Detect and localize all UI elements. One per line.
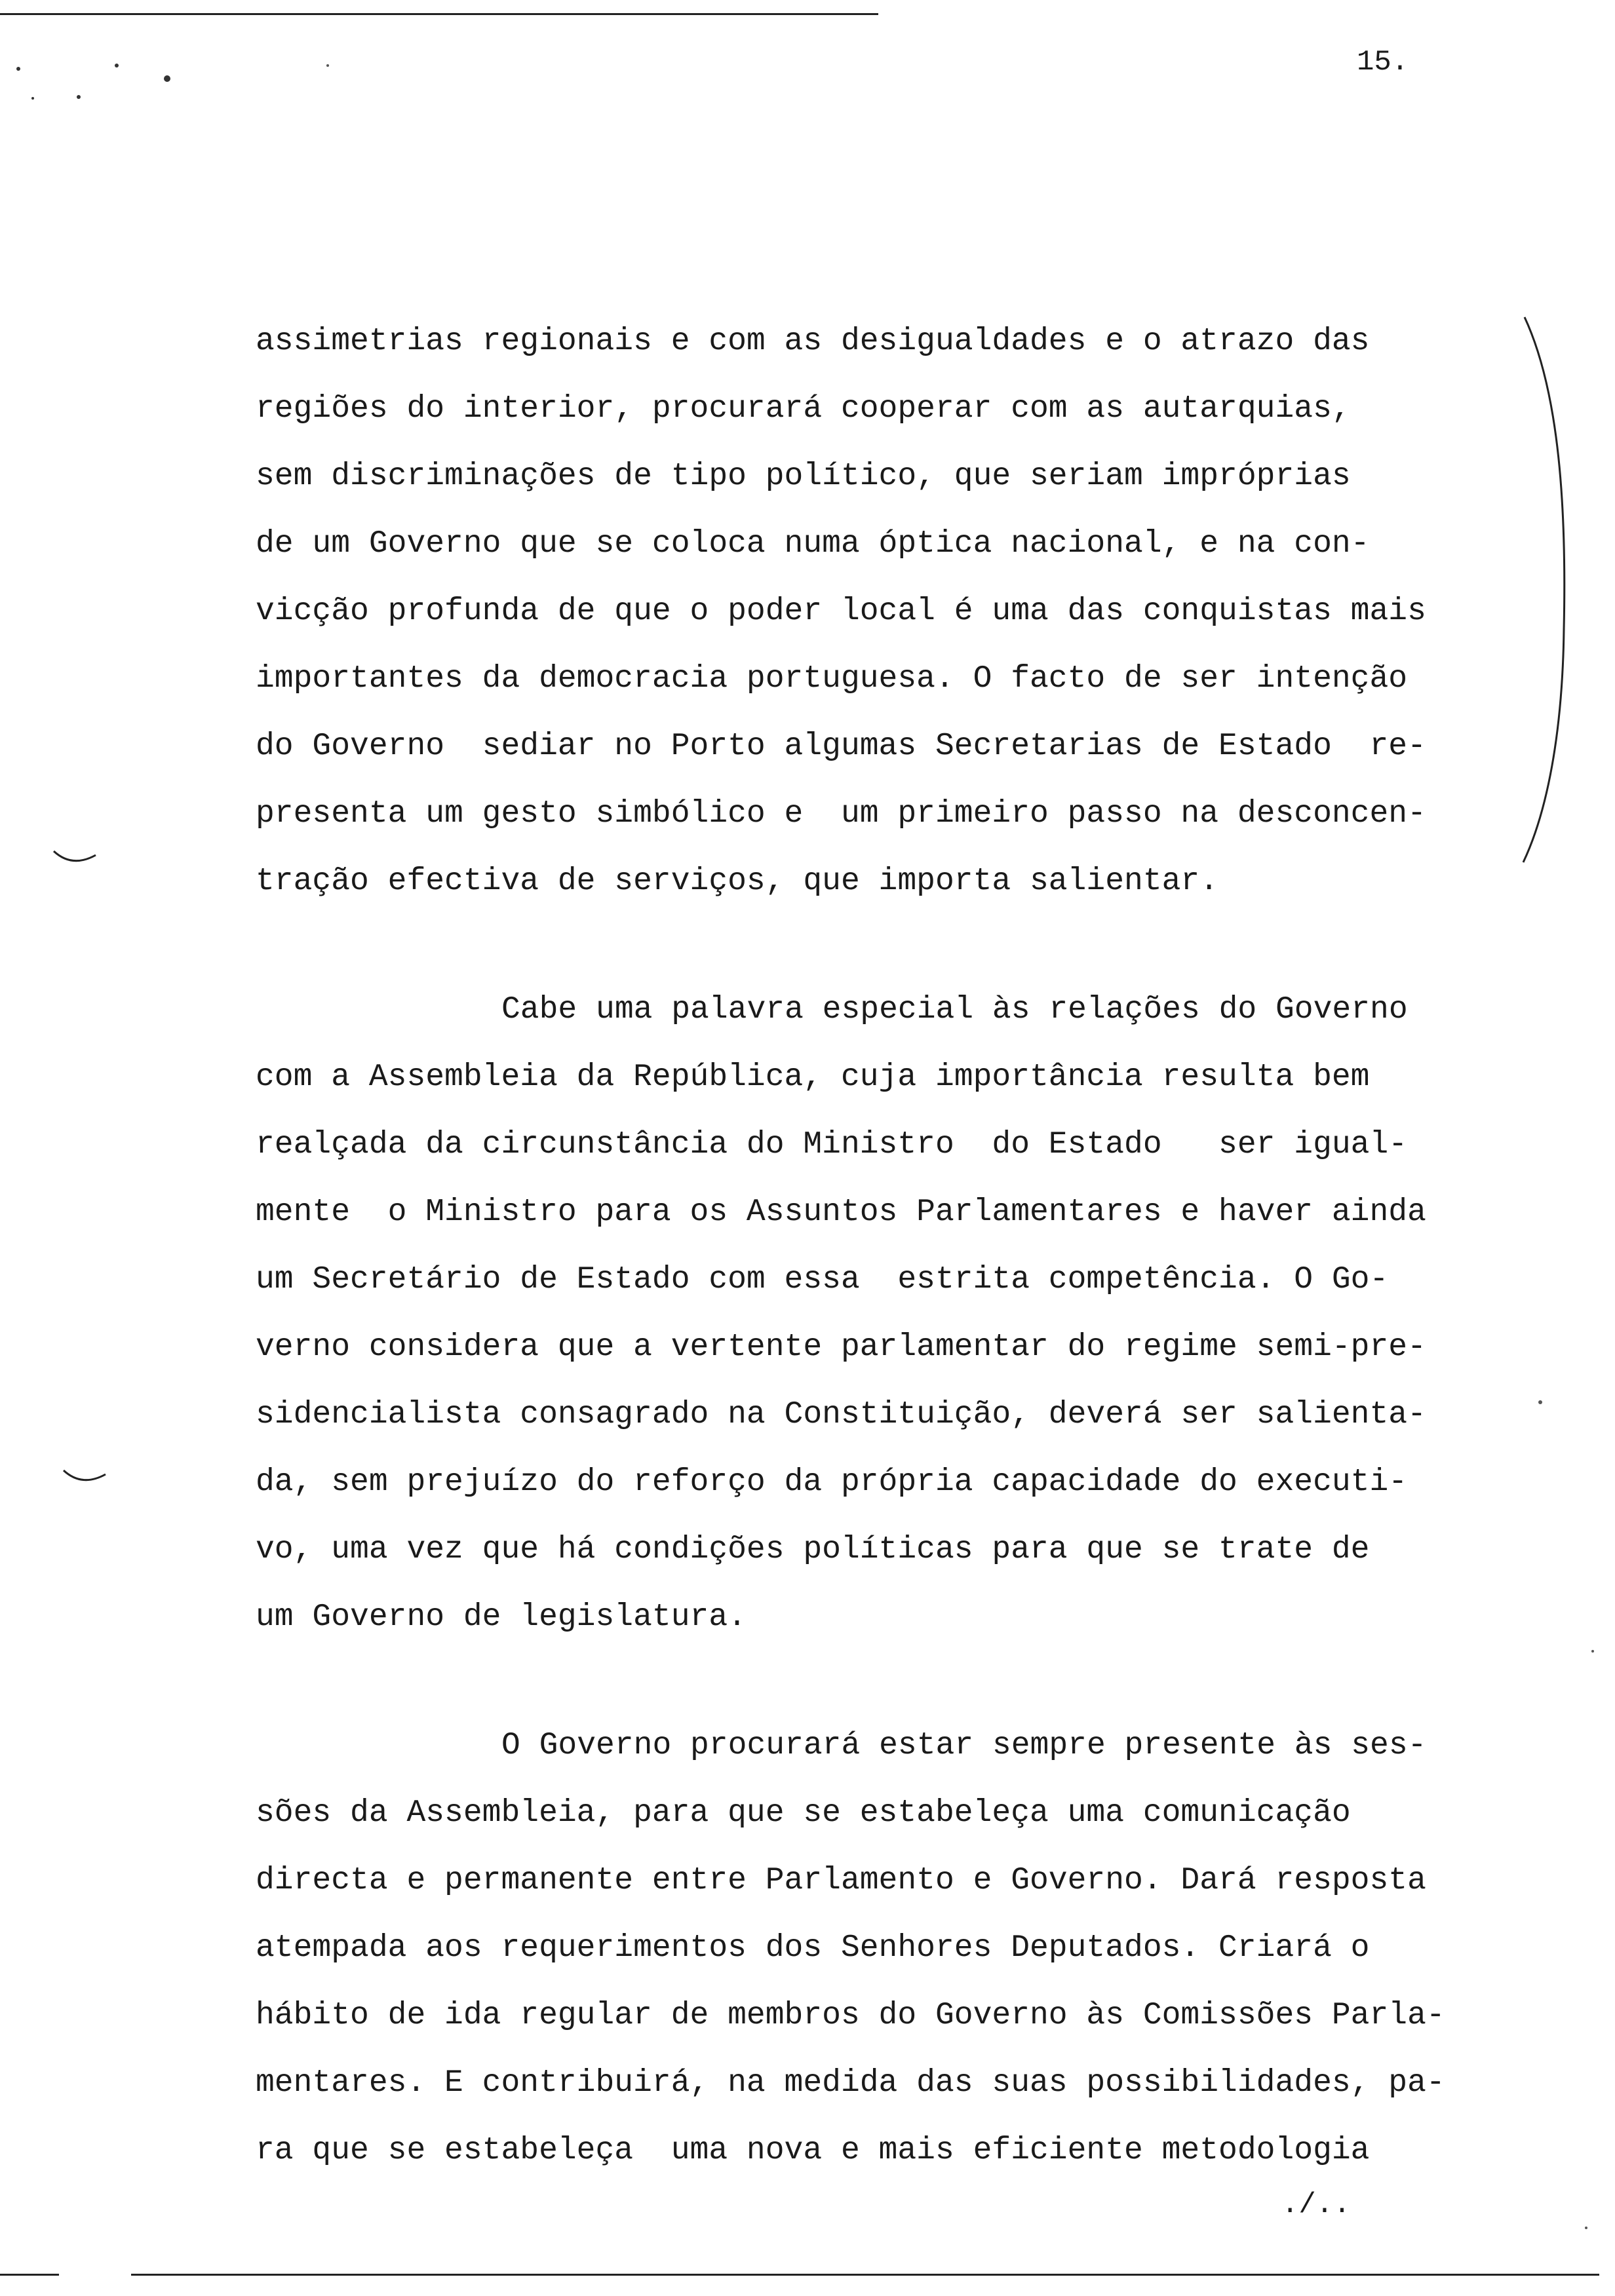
text-line: vo, uma vez que há condições políticas para que se trate de [256, 1532, 1370, 1567]
text-line: sem discriminações de tipo político, que seriam impróprias [256, 459, 1351, 494]
text-line: hábito de ida regular de membros do Governo às Comissões Parla- [256, 1998, 1445, 2033]
text-line: verno considera que a vertente parlamentar do regime semi-pre- [256, 1330, 1426, 1365]
text-line: sidencialista consagrado na Constituição, deverá ser salienta- [256, 1397, 1426, 1432]
text-line: um Secretário de Estado com essa estrita competência. O Go- [256, 1262, 1389, 1297]
text-line: regiões do interior, procurará cooperar com as autarquias, [256, 391, 1351, 427]
text-line: sões da Assembleia, para que se estabeleça uma comunicação [256, 1795, 1351, 1831]
text-line: Cabe uma palavra especial às relações do Governo [501, 992, 1408, 1027]
page-number: 15. [1357, 46, 1409, 79]
text-line: assimetrias regionais e com as desigualdades e o atrazo das [256, 324, 1370, 359]
text-line: presenta um gesto simbólico e um primeiro passo na desconcen- [256, 796, 1426, 832]
text-line: realçada da circunstância do Ministro do Estado ser igual- [256, 1127, 1408, 1162]
text-line: importantes da democracia portuguesa. O facto de ser intenção [256, 661, 1408, 697]
text-line: ra que se estabeleça uma nova e mais eficiente metodologia [256, 2133, 1370, 2168]
text-line: directa e permanente entre Parlamento e Governo. Dará resposta [256, 1863, 1426, 1898]
text-line: vicção profunda de que o poder local é uma das conquistas mais [256, 594, 1426, 629]
text-line: do Governo sediar no Porto algumas Secretarias de Estado re- [256, 729, 1426, 764]
continuation-mark: ./.. [1281, 2189, 1351, 2221]
text-line: atempada aos requerimentos dos Senhores Deputados. Criará o [256, 1930, 1370, 1966]
text-line: mente o Ministro para os Assuntos Parlamentares e haver ainda [256, 1195, 1426, 1230]
text-line: de um Governo que se coloca numa óptica nacional, e na con- [256, 526, 1370, 562]
text-line: tração efectiva de serviços, que importa salientar. [256, 864, 1219, 899]
text-line: da, sem prejuízo do reforço da própria capacidade do executi- [256, 1464, 1408, 1500]
text-line: mentares. E contribuirá, na medida das suas possibilidades, pa- [256, 2065, 1445, 2101]
text-line: com a Assembleia da República, cuja importância resulta bem [256, 1060, 1370, 1095]
text-line: O Governo procurará estar sempre presente às ses- [501, 1728, 1427, 1763]
text-line: um Governo de legislatura. [256, 1599, 747, 1635]
